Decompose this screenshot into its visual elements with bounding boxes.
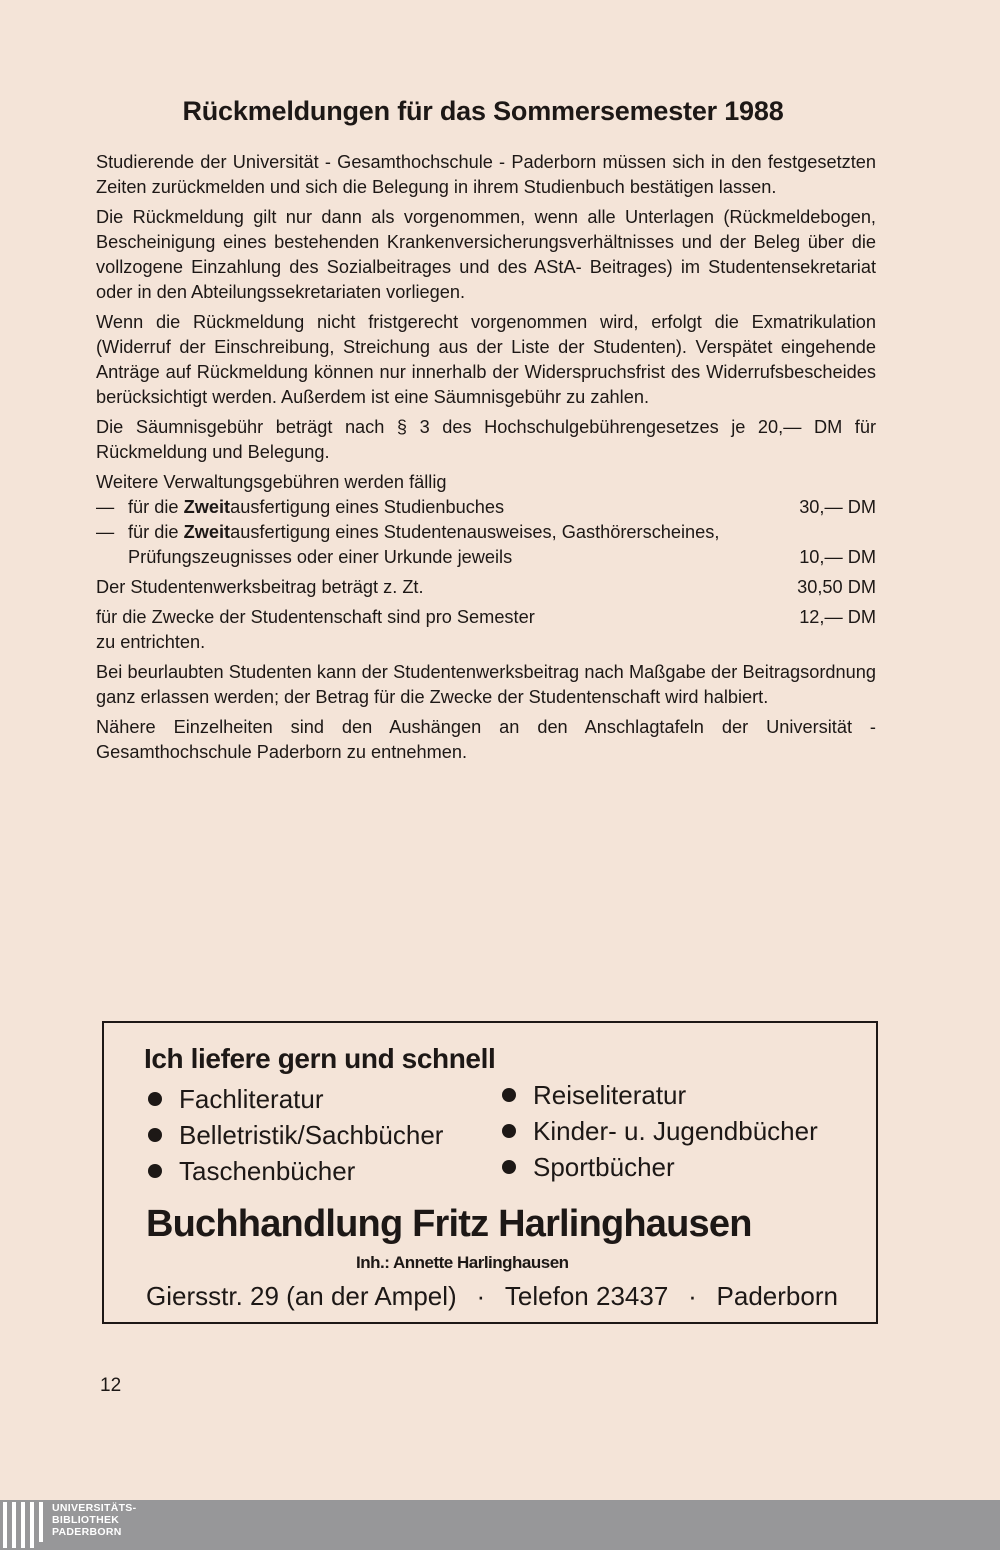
library-name-line: BIBLIOTHEK	[52, 1514, 120, 1526]
fee-amount: 30,50 DM	[797, 577, 876, 597]
fee-label: für die Zweitausfertigung eines Studienbuches	[128, 497, 505, 517]
bullet-icon	[148, 1092, 162, 1106]
page-number: 12	[100, 1375, 122, 1396]
fee-amount: 10,— DM	[799, 547, 876, 567]
separator-dot: ·	[476, 1281, 486, 1311]
shop-address: Giersstr. 29 (an der Ampel)	[146, 1281, 457, 1311]
fee-label: Der Studentenwerksbeitrag beträgt z. Zt.	[96, 577, 424, 597]
fee-line-continuation: zu entrichten.	[96, 632, 206, 652]
page-title: Rückmeldungen für das Sommersemester 1988	[182, 96, 784, 126]
paragraph-leave: Bei beurlaubten Studenten kann der Studentenwerksbeitrag nach Maßgabe der Beitragsordnung ganz erlassen werden; der Betrag für die Zwecke der Studentenschaft wird halbiert.	[96, 662, 876, 707]
list-item: Sportbücher	[502, 1149, 818, 1185]
fee-amount: 30,— DM	[799, 497, 876, 517]
paragraph-exmatriculation: Wenn die Rückmeldung nicht fristgerecht vorgenommen wird, erfolgt die Exmatrikulation (Widerruf der Einschreibung, Streichung aus der Liste der Studenten). Verspätet eingehende Anträge auf Rückmeldung können nur innerhalb der Widerspruchsfrist des Widerrufsbescheides berücksichtigt werden. Außerdem ist eine Säumnisgebühr zu zahlen.	[96, 312, 876, 407]
list-item: Reiseliteratur	[502, 1077, 818, 1113]
fees-block	[96, 470, 876, 655]
fee-line-ausweis	[96, 520, 876, 570]
advert-list-right	[502, 1077, 818, 1185]
dash-mark: —	[96, 522, 115, 542]
fee-line-studienbuch	[96, 495, 876, 520]
shop-phone: Telefon 23437	[504, 1281, 669, 1311]
shop-city: Paderborn	[716, 1281, 838, 1311]
advert-list-left	[148, 1081, 443, 1189]
separator-dot: ·	[688, 1281, 697, 1311]
list-item: Kinder- u. Jugendbücher	[502, 1113, 818, 1149]
shop-owner: Inh.: Annette Harlinghausen	[356, 1253, 569, 1272]
paragraph-details: Nähere Einzelheiten sind den Aushängen an den Anschlagtafeln der Universität - Gesamthochschule Paderborn zu entnehmen.	[96, 717, 876, 762]
fee-line-studentenwerk	[96, 575, 876, 600]
fee-label: für die Zweitausfertigung eines Studentenausweises, Gasthörerscheines, Prüfungszeugnisses oder einer Urkunde jeweils	[128, 522, 720, 567]
fee-label: für die Zwecke der Studentenschaft sind pro Semester	[96, 607, 535, 627]
library-logo-icon	[0, 1502, 46, 1548]
list-item: Belletristik/Sachbücher	[148, 1117, 443, 1153]
library-name-line: PADERBORN	[52, 1526, 122, 1538]
bookshop-advert	[102, 1021, 878, 1324]
advert-heading: Ich liefere gern und schnell	[144, 1043, 496, 1074]
bullet-icon	[502, 1088, 516, 1102]
list-item: Taschenbücher	[148, 1153, 443, 1189]
paragraph-late-fee: Die Säumnisgebühr beträgt nach § 3 des Hochschulgebührengesetzes je 20,— DM für Rückmeldung und Belegung.	[96, 417, 876, 462]
shop-address-line	[146, 1281, 838, 1312]
body-text	[96, 150, 876, 770]
bullet-icon	[148, 1164, 162, 1178]
fee-line-studentenschaft	[96, 605, 876, 630]
bullet-icon	[148, 1128, 162, 1142]
library-footer	[0, 1500, 1000, 1550]
paragraph-documents: Die Rückmeldung gilt nur dann als vorgenommen, wenn alle Unterlagen (Rückmeldebogen, Bescheinigung eines bestehenden Krankenversicherungsverhältnisses und der Beleg über die vollzogene Einzahlung des Sozialbeitrages und des AStA- Beitrages) im Studentensekretariat oder in den Abteilungssekretariaten vorliegen.	[96, 207, 876, 302]
shop-name: Buchhandlung Fritz Harlinghausen	[146, 1203, 752, 1245]
library-name-line: UNIVERSITÄTS-	[52, 1502, 137, 1514]
list-item: Fachliteratur	[148, 1081, 443, 1117]
bullet-icon	[502, 1124, 516, 1138]
fee-amount: 12,— DM	[799, 607, 876, 627]
fees-intro: Weitere Verwaltungsgebühren werden fällig	[96, 472, 447, 492]
paragraph-intro: Studierende der Universität - Gesamthochschule - Paderborn müssen sich in den festgesetzten Zeiten zurückmelden und sich die Belegung in ihrem Studienbuch bestätigen lassen.	[96, 152, 876, 197]
dash-mark: —	[96, 497, 115, 517]
bullet-icon	[502, 1160, 516, 1174]
library-name	[52, 1502, 136, 1538]
